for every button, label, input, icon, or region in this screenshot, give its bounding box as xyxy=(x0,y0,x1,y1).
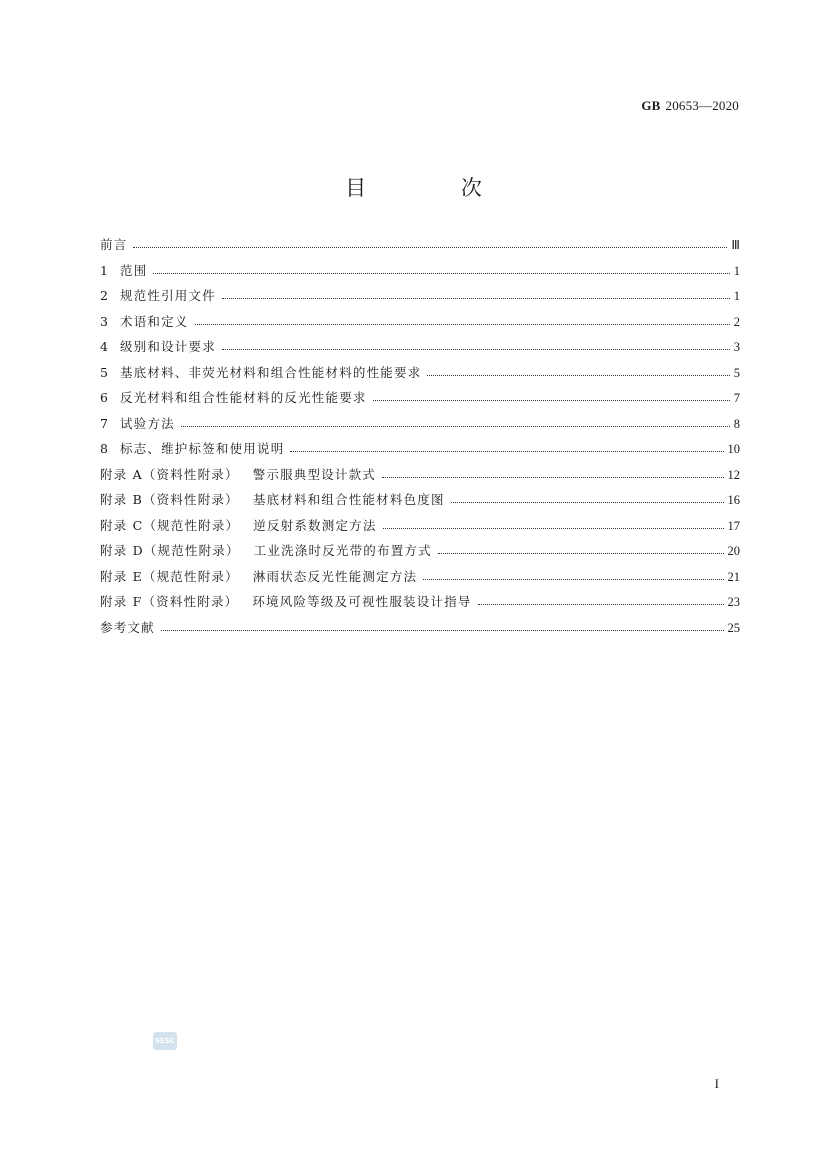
dot-leader xyxy=(382,477,723,478)
toc-entry-label: 级别和设计要求 xyxy=(120,339,216,354)
toc-annex-label: 附录 D（规范性附录） xyxy=(100,543,240,558)
toc-entry[interactable] xyxy=(100,541,740,567)
toc-entry-title xyxy=(100,567,417,585)
toc-page-number: 25 xyxy=(727,620,740,635)
dot-leader xyxy=(222,298,730,299)
toc-entry[interactable] xyxy=(100,618,740,644)
toc-entry-label: 试验方法 xyxy=(120,415,175,431)
toc-annex-label: 附录 E（规范性附录） xyxy=(100,568,239,584)
toc-entry-label: 基底材料、非荧光材料和组合性能材料的性能要求 xyxy=(120,364,422,380)
toc-entry-number: 8 xyxy=(100,441,110,456)
toc-entry[interactable] xyxy=(100,567,740,593)
toc-entry[interactable] xyxy=(100,261,740,287)
dot-leader xyxy=(373,400,730,401)
toc-entry-number: 2 xyxy=(100,288,110,303)
dot-leader xyxy=(427,375,729,376)
toc-entry-title xyxy=(100,388,367,406)
standard-code: 20653—2020 xyxy=(665,98,739,113)
toc-entry[interactable] xyxy=(100,414,740,440)
toc-page-number: Ⅲ xyxy=(731,238,740,252)
toc-page-number: 3 xyxy=(733,340,740,354)
toc-page-number: 21 xyxy=(727,569,740,584)
toc-entry-title xyxy=(100,618,155,636)
toc-page-number: 12 xyxy=(727,467,740,482)
toc-entry[interactable] xyxy=(100,439,740,465)
table-of-contents xyxy=(100,235,740,643)
toc-entry[interactable] xyxy=(100,235,740,261)
toc-entry-label: 逆反射系数测定方法 xyxy=(253,517,377,533)
toc-entry[interactable] xyxy=(100,490,740,516)
toc-entry-label: 规范性引用文件 xyxy=(120,288,216,303)
dot-leader xyxy=(438,553,724,554)
toc-entry-title xyxy=(100,490,445,508)
toc-entry[interactable] xyxy=(100,286,740,312)
page-title: 目 次 xyxy=(345,176,526,200)
toc-page-number: 2 xyxy=(733,314,740,329)
toc-entry[interactable] xyxy=(100,312,740,338)
toc-page-number: 1 xyxy=(733,263,740,278)
toc-entry-number: 1 xyxy=(100,262,110,278)
toc-entry-title xyxy=(100,414,175,432)
toc-entry-title xyxy=(100,261,147,279)
toc-entry-label: 标志、维护标签和使用说明 xyxy=(120,441,285,456)
toc-page-number: 7 xyxy=(733,391,740,405)
dot-leader xyxy=(383,528,724,529)
toc-entry[interactable] xyxy=(100,516,740,542)
toc-entry-title xyxy=(100,312,189,330)
toc-entry-label: 反光材料和组合性能材料的反光性能要求 xyxy=(120,390,367,405)
toc-entry-title xyxy=(100,337,216,355)
toc-entry-label: 环境风险等级及可视性服装设计指导 xyxy=(252,594,472,609)
toc-page-number: 23 xyxy=(727,595,740,609)
toc-annex-label: 附录 B（资料性附录） xyxy=(100,492,239,507)
toc-entry-title xyxy=(100,235,127,253)
toc-page-number: 1 xyxy=(733,289,740,303)
toc-annex-label: 附录 F（资料性附录） xyxy=(100,594,239,609)
toc-page-number: 5 xyxy=(733,365,740,380)
toc-page-number: 8 xyxy=(733,416,740,431)
toc-entry-title xyxy=(100,465,376,483)
watermark-logo: SESC xyxy=(153,1032,177,1050)
toc-entry-number: 3 xyxy=(100,313,110,329)
toc-page-number: 20 xyxy=(727,544,740,558)
standard-number xyxy=(641,98,739,114)
toc-annex-label: 附录 C（规范性附录） xyxy=(100,517,240,533)
dot-leader xyxy=(222,349,730,350)
dot-leader xyxy=(290,451,723,452)
toc-entry-label: 基底材料和组合性能材料色度图 xyxy=(252,492,445,507)
standard-prefix: GB xyxy=(641,98,661,113)
toc-entry-number: 5 xyxy=(100,364,110,380)
toc-entry-label: 术语和定义 xyxy=(120,313,189,329)
dot-leader xyxy=(423,579,723,580)
toc-entry[interactable] xyxy=(100,465,740,491)
toc-entry[interactable] xyxy=(100,592,740,618)
dot-leader xyxy=(451,502,724,503)
toc-entry-label: 工业洗涤时反光带的布置方式 xyxy=(253,543,432,558)
toc-entry-label: 范围 xyxy=(120,262,148,278)
toc-entry-label: 前言 xyxy=(100,237,128,252)
dot-leader xyxy=(478,604,724,605)
toc-entry[interactable] xyxy=(100,337,740,363)
toc-entry-number: 6 xyxy=(100,390,110,405)
toc-entry-title xyxy=(100,286,216,304)
toc-entry-number: 4 xyxy=(100,339,110,354)
toc-page-number: 10 xyxy=(727,442,740,456)
toc-entry-title xyxy=(100,363,421,381)
toc-entry-title xyxy=(100,439,284,457)
page-number: I xyxy=(714,1076,719,1091)
toc-entry-title xyxy=(100,516,377,534)
dot-leader xyxy=(133,247,727,248)
toc-entry-label: 警示服典型设计款式 xyxy=(252,466,377,482)
toc-entry[interactable] xyxy=(100,363,740,389)
dot-leader xyxy=(153,273,729,274)
dot-leader xyxy=(181,426,730,427)
toc-entry-label: 参考文献 xyxy=(100,619,155,635)
toc-entry-title xyxy=(100,541,432,559)
toc-entry-number: 7 xyxy=(100,415,110,431)
dot-leader xyxy=(195,324,730,325)
toc-page-number: 16 xyxy=(727,493,740,507)
toc-entry-title xyxy=(100,592,472,610)
dot-leader xyxy=(161,630,724,631)
toc-page-number: 17 xyxy=(727,518,740,533)
toc-entry[interactable] xyxy=(100,388,740,414)
toc-annex-label: 附录 A（资料性附录） xyxy=(100,466,239,482)
toc-entry-label: 淋雨状态反光性能测定方法 xyxy=(252,568,418,584)
